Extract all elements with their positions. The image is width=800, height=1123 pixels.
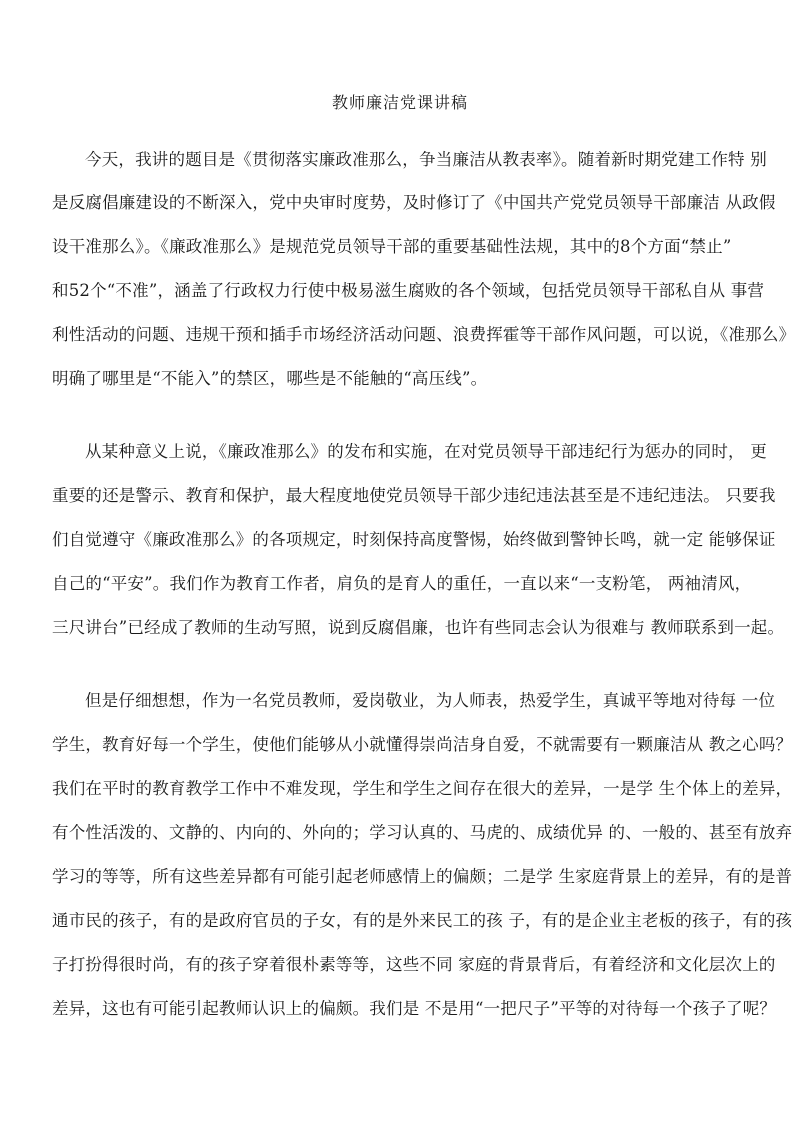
- paragraph-2-line-2: 重要的还是警示、教育和保护，最大程度地使党员领导干部少违纪违法甚至是不违纪违法。 只要我: [52, 486, 776, 505]
- paragraph-1-line-1: 今天，我讲的题目是《贯彻落实廉政准那么，争当廉洁从教表率》。随着新时期党建工作特 别: [85, 150, 767, 169]
- paragraph-1-line-6: 明确了哪里是“不能入”的禁区，哪些是不能触的“高压线”。: [52, 369, 488, 388]
- paragraph-3-line-1: 但是仔细想想，作为一名党员教师，爱岗敬业，为人师表，热爱学生，真诚平等地对待每 一位: [85, 691, 776, 710]
- paragraph-3-line-7: 子打扮得很时尚，有的孩子穿着很朴素等等，这些不同 家庭的背景背后，有着经济和文化层次上的: [52, 955, 776, 974]
- paragraph-3-line-3: 我们在平时的教育教学工作中不难发现，学生和学生之间存在很大的差异，一是学 生个体上的差异，: [52, 779, 793, 798]
- paragraph-1-line-5: 利性活动的问题、违规干预和插手市场经济活动问题、浪费挥霍等干部作风问题，可以说，《准那么》: [52, 325, 796, 344]
- paragraph-3-line-5: 学习的等等，所有这些差异都有可能引起老师感情上的偏颇；二是学 生家庭背景上的差异，有的是普: [52, 867, 793, 886]
- paragraph-1-line-2: 是反腐倡廉建设的不断深入，党中央审时度势，及时修订了《中国共产党党员领导干部廉洁 从政假: [52, 193, 776, 212]
- paragraph-1-line-3: 设干准那么》。《廉政准那么》是规范党员领导干部的重要基础性法规，其中的8个方面“禁止”: [52, 237, 732, 256]
- paragraph-3-line-6: 通市民的孩子，有的是政府官员的子女，有的是外来民工的孩 子，有的是企业主老板的孩子，有的孩: [52, 911, 793, 930]
- paragraph-2-line-3: 们自觉遵守《廉政准那么》的各项规定，时刻保持高度警惕，始终做到警钟长鸣，就一定 能够保证: [52, 530, 776, 549]
- paragraph-3-line-8: 差异，这也有可能引起教师认识上的偏颇。我们是 不是用“一把尺子”平等的对待每一个孩子了呢？: [52, 999, 777, 1018]
- paragraph-2-line-1: 从某种意义上说，《廉政准那么》的发布和实施，在对党员领导干部违纪行为惩办的同时， 更: [85, 442, 767, 461]
- paragraph-3-line-2: 学生，教育好每一个学生，使他们能够从小就懂得崇尚洁身自爱，不就需要有一颗廉洁从 教之心吗？: [52, 735, 793, 754]
- paragraph-3-line-4: 有个性活泼的、文静的、内向的、外向的；学习认真的、马虎的、成绩优异 的、一般的、甚至有放弃: [52, 823, 793, 842]
- paragraph-1-line-4: 和52个“不准”，涵盖了行政权力行使中极易滋生腐败的各个领域，包括党员领导干部私自从 事营: [52, 281, 765, 300]
- paragraph-2-line-4: 自己的“平安”。我们作为教育工作者，肩负的是育人的重任，一直以来“一支粉笔， 两袖清风，: [52, 574, 752, 593]
- paragraph-2-line-5: 三尺讲台”已经成了教师的生动写照，说到反腐倡廉，也许有些同志会认为很难与 教师联系到一起。: [52, 618, 785, 637]
- document-title: 教师廉洁党课讲稿: [331, 93, 468, 112]
